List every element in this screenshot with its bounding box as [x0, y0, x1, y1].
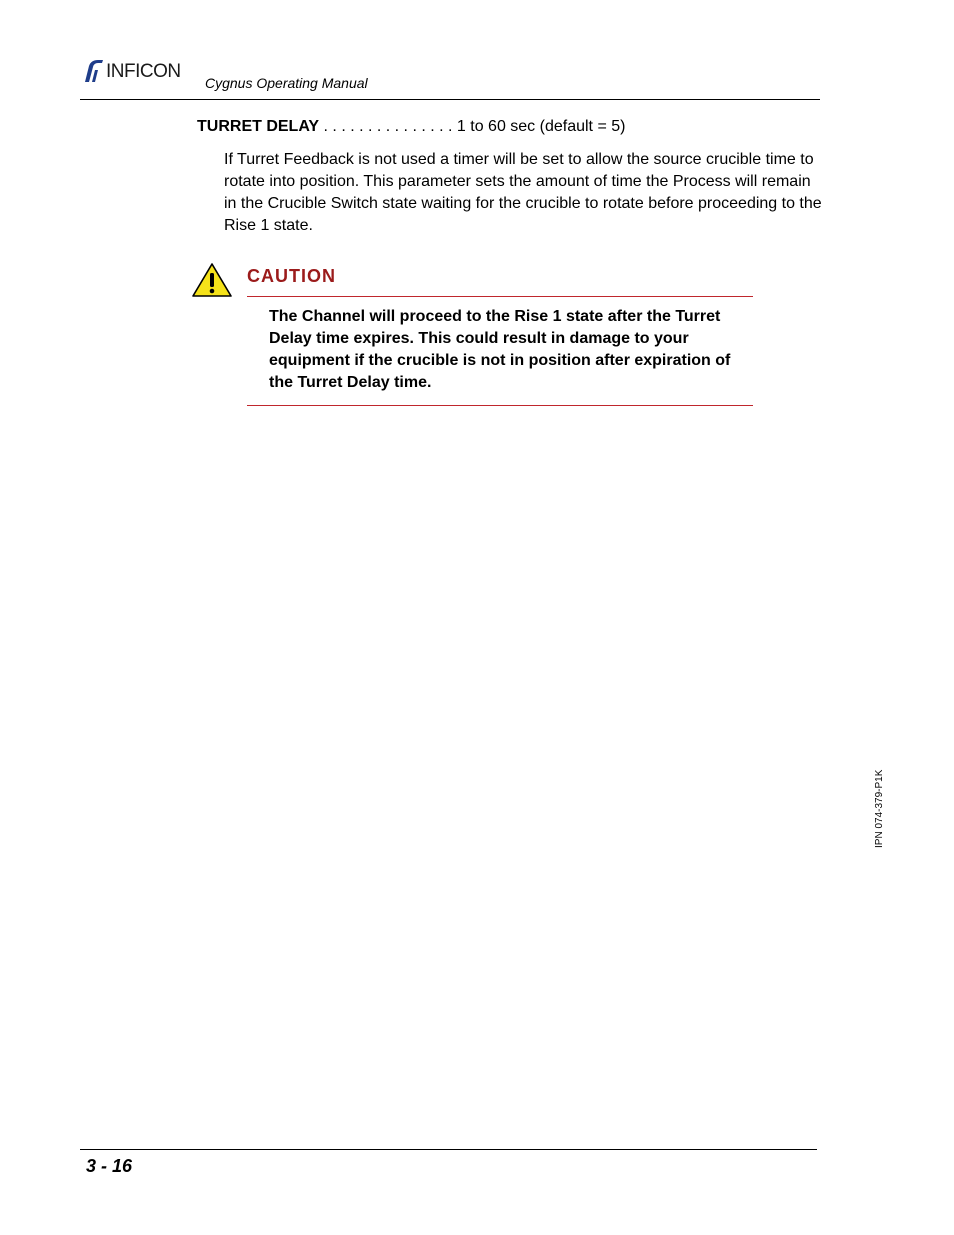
header-divider: [80, 99, 820, 100]
inficon-logo-icon: [82, 59, 104, 83]
brand-name: INFICON: [106, 60, 181, 82]
parameter-description: If Turret Feedback is not used a timer will be set to allow the source crucible time to rotate into position. This parameter sets the amount of time the Process will remain in the Crucible Switch state waiting for the crucible to rotate before proceeding to the Rise 1 state.: [224, 151, 822, 234]
parameter-name: TURRET DELAY: [197, 118, 320, 135]
parameter-range: 1 to 60 sec (default = 5): [456, 118, 626, 135]
parameter-leader: . . . . . . . . . . . . . . .: [319, 118, 457, 135]
caution-label: CAUTION: [247, 266, 336, 286]
manual-title: Cygnus Operating Manual: [205, 75, 368, 91]
caution-bottom-rule: [247, 405, 753, 406]
caution-text: The Channel will proceed to the Rise 1 state after the Turret Delay time expires. This could result in damage to your equipment if the crucible is not in position after expiration of the Turret Delay time.: [269, 308, 731, 391]
page-number: 3 - 16: [86, 1156, 133, 1176]
warning-triangle-icon: [191, 262, 233, 303]
parameter-line: [197, 118, 625, 136]
footer-divider: [80, 1149, 817, 1150]
ipn-number: IPN 074-379-P1K: [874, 769, 885, 848]
inficon-logo: [82, 58, 181, 84]
caution-top-rule: [247, 296, 753, 297]
